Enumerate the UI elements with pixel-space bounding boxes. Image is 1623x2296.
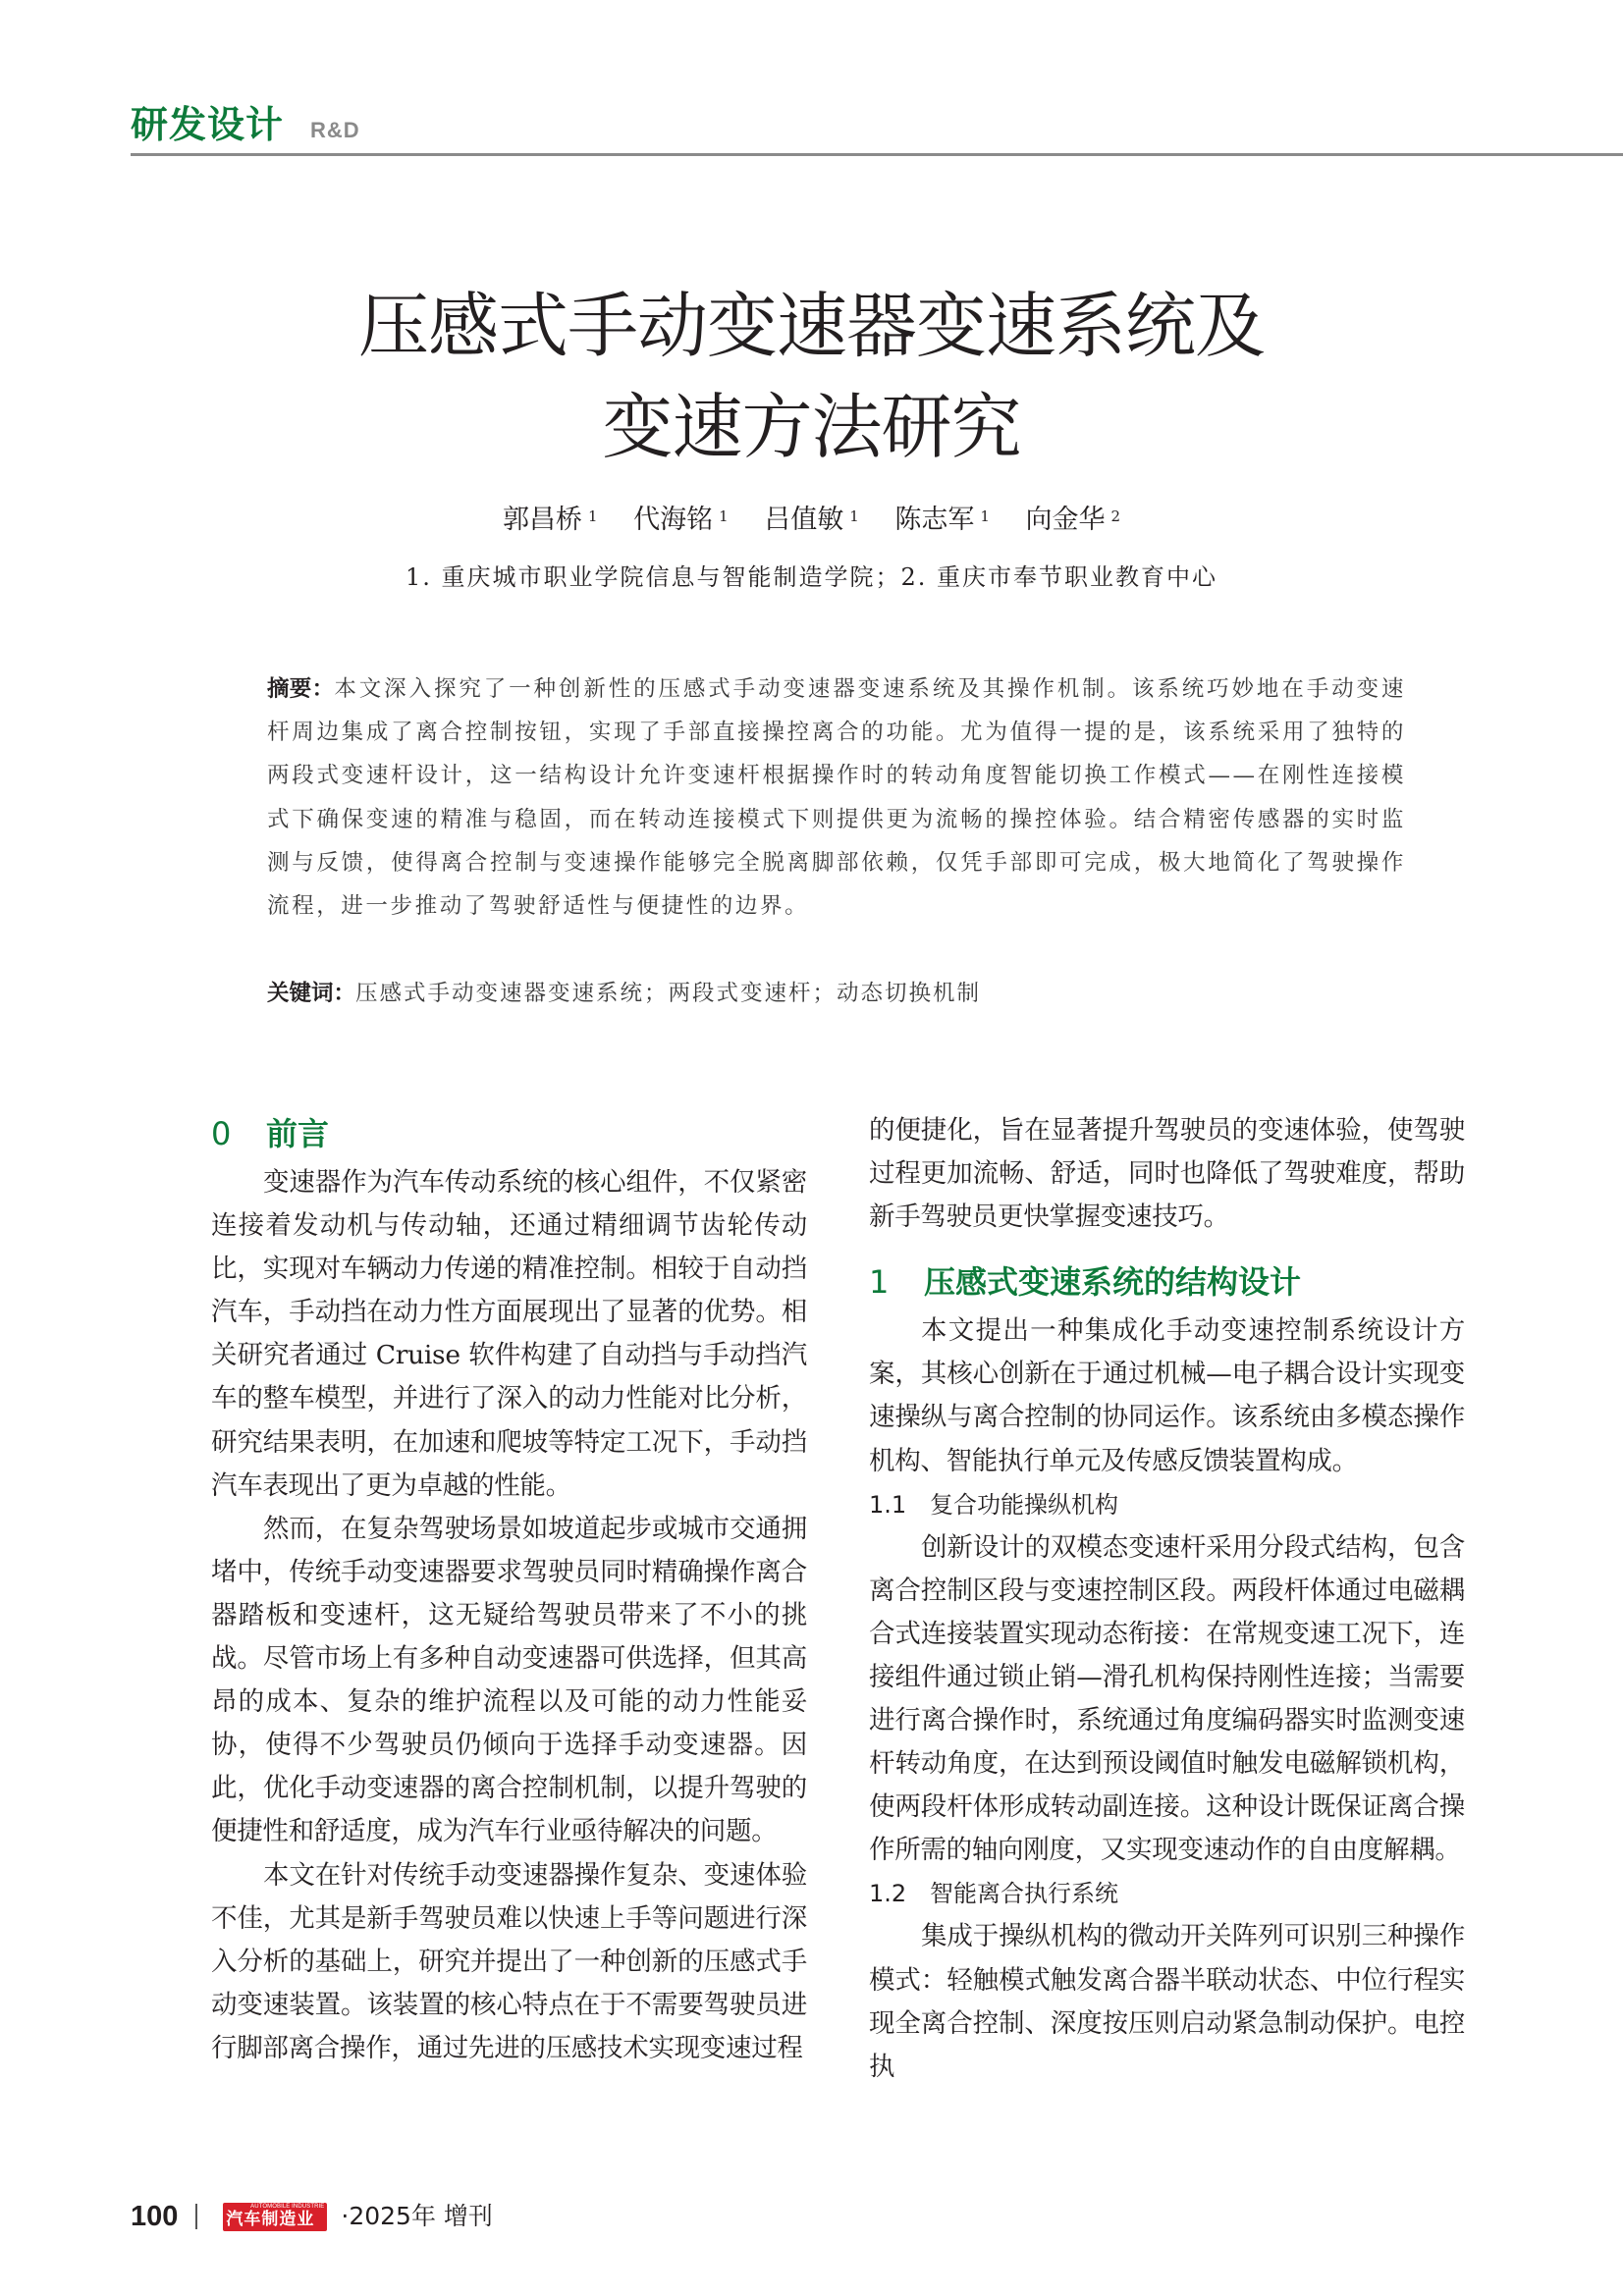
page-number: 100 (131, 2201, 179, 2232)
header-rule (131, 153, 1623, 156)
section-heading-0: 0 前言 (211, 1115, 330, 1152)
abstract-text: 本文深入探究了一种创新性的压感式手动变速器变速系统及其操作机制。该系统巧妙地在手动变速杆周边集成了离合控制按钮，实现了手部直接操控离合的功能。尤为值得一提的是，该系统采用了独特的两段式变速杆设计，这一结构设计允许变速杆根据操作时的转动角度智能切换工作模式——在刚性连接模式下确保变速的精准与稳固，而在转动连接模式下则提供更为流畅的操控体验。结合精密传感器的实时监测与反馈，使得离合控制与变速操作能够完全脱离脚部依赖，仅凭手部即可完成，极大地简化了驾驶操作流程，进一步推动了驾驶舒适性与便捷性的边界。 (267, 676, 1406, 920)
left-column (211, 1112, 807, 2163)
author: 向金华 $^2$ (1025, 505, 1121, 535)
section-label-cn: 研发设计 (131, 103, 285, 146)
paragraph: 变速器作为汽车传动系统的核心组件，不仅紧密连接着发动机与传动轴，还通过精细调节齿轮传动比，实现对车辆动力传递的精准控制。相较于自动挡汽车，手动挡在动力性方面展现出了显著的优势。相关研究者通过 Cruise 软件构建了自动挡与手动挡汽车的整车模型，并进行了深入的动力性能对比分析，研究结果表明，在加速和爬坡等特定工况下，手动挡汽车表现出了更为卓越的性能。 (211, 1167, 807, 1501)
paragraph: 创新设计的双模态变速杆采用分段式结构，包含离合控制区段与变速控制区段。两段杆体通过电磁耦合式连接装置实现动态衔接：在常规变速工况下，连接组件通过锁止销—滑孔机构保持刚性连接；当需要进行离合操作时，系统通过角度编码器实时监测变速杆转动角度，在达到预设阈值时触发电磁解锁机构，使两段杆体形成转动副连接。这种设计既保证离合操作所需的轴向刚度，又实现变速动作的自由度解耦。 (869, 1531, 1465, 1866)
keywords-label: 关键词： (267, 981, 356, 1006)
paragraph-continued: 的便捷化，旨在显著提升驾驶员的变速体验，使驾驶过程更加流畅、舒适，同时也降低了驾驶难度，帮助新手驾驶员更快掌握变速技巧。 (869, 1115, 1465, 1233)
paragraph: 然而，在复杂驾驶场景如坡道起步或城市交通拥堵中，传统手动变速器要求驾驶员同时精确操作离合器踏板和变速杆，这无疑给驾驶员带来了不小的挑战。尽管市场上有多种自动变速器可供选择，但其高昂的成本、复杂的维护流程以及可能的动力性能妥协，使得不少驾驶员仍倾向于选择手动变速器。因此，优化手动变速器的离合控制机制，以提升驾驶的便捷性和舒适度，成为汽车行业亟待解决的问题。 (211, 1513, 807, 1847)
subsection-heading-1-2: 1.2 智能离合执行系统 (869, 1880, 1118, 1908)
issue-info: ·2025年 增刊 (341, 2202, 493, 2230)
article-title-line-2: 变速方法研究 (602, 386, 1021, 468)
author: 郭昌桥 $^1$ (502, 505, 598, 535)
author: 陈志军 $^1$ (894, 505, 990, 535)
author: 代海铭 $^1$ (633, 505, 729, 535)
keywords-text: 压感式手动变速器变速系统；两段式变速杆；动态切换机制 (355, 981, 982, 1006)
section-label-en: R&D (310, 118, 360, 142)
journal-logo (223, 2203, 327, 2231)
paragraph: 集成于操纵机构的微动开关阵列可识别三种操作模式：轻触模式触发离合器半联动状态、中位行程实现全离合控制、深度按压则启动紧急制动保护。电控执 (869, 1921, 1465, 2082)
keywords (267, 974, 1406, 1013)
journal-logo-cn: 汽车制造业 (226, 2209, 315, 2229)
article-title-line-1: 压感式手动变速器变速系统及 (357, 285, 1265, 367)
abstract (267, 667, 1406, 928)
affiliations: 1. 重庆城市职业学院信息与智能制造学院；2. 重庆市奉节职业教育中心 (405, 563, 1218, 591)
abstract-label: 摘要： (267, 676, 335, 702)
paragraph: 本文在针对传统手动变速器操作复杂、变速体验不佳，尤其是新手驾驶员难以快速上手等问题进行深入分析的基础上，研究并提出了一种创新的压感式手动变速装置。该装置的核心特点在于不需要驾驶员进行脚部离合操作，通过先进的压感技术实现变速过程 (211, 1859, 807, 2063)
page-footer (131, 2197, 493, 2236)
footer-separator (195, 2204, 197, 2229)
section-heading-1: 1 压感式变速系统的结构设计 (869, 1263, 1302, 1302)
author: 吕值敏 $^1$ (764, 505, 859, 535)
right-column (869, 1109, 1465, 2163)
journal-logo-en: AUTOMOBILE INDUSTRIE (250, 2203, 325, 2210)
subsection-heading-1-1: 1.1 复合功能操纵机构 (869, 1490, 1118, 1519)
paragraph: 本文提出一种集成化手动变速控制系统设计方案，其核心创新在于通过机械—电子耦合设计实现变速操纵与离合控制的协同运作。该系统由多模态操作机构、智能执行单元及传感反馈装置构成。 (869, 1315, 1465, 1476)
author-list (0, 501, 1623, 540)
